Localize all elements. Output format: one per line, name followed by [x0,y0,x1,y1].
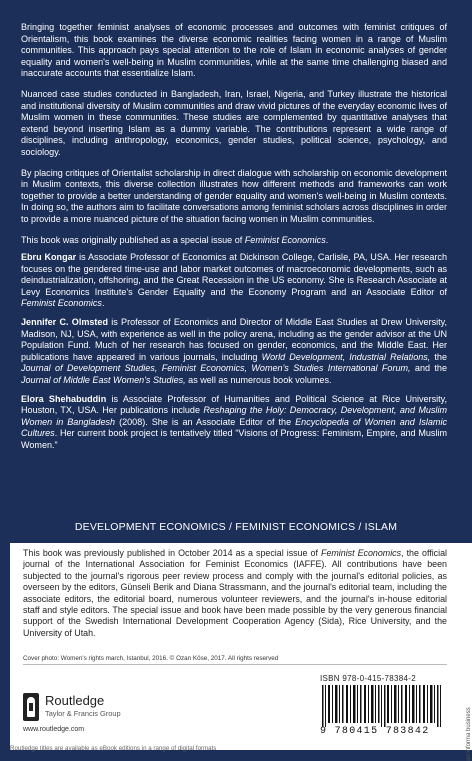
bio-italic: Encyclopedia of Women and Islamic Cultures [21,416,447,439]
author-name: Elora Shehabuddin [21,393,107,404]
informa-note: an informa business [466,707,472,761]
bio-text: (2008). She is an Associate Editor of the [115,416,296,427]
back-cover-text [21,22,447,459]
journal-title: Feminist Economics [321,548,402,558]
bio-end: as well as numerous book volumes. [185,375,332,386]
ebook-note: Routledge titles are available as eBook editions in a range of digital formats [10,745,217,752]
isbn-barcode [316,674,450,741]
publisher-name: Routledge [45,693,105,708]
special-issue-text: This book was originally published as a special issue of [21,234,245,245]
intro-paragraph-3: By placing critiques of Orientalist scholarship in direct dialogue with scholarship on economic development in Muslim contexts, this diverse collection illustrates how different methods and frameworks can work together to provide a better understanding of gender equality and women's well-being in Muslim contexts. In doing so, the authors aim to facilitate conversations among feminist scholars across disciplines in order to provide a more nuanced picture of the situation facing women in Muslim communities. [21,167,447,224]
bio-italic: Journal of Development Studies, Feminist Economics, Women's Studies International Forum, [21,363,411,374]
publication-text: This book was previously published in October 2014 as a special issue of [23,548,322,558]
publisher-group: Taylor & Francis Group [45,709,121,718]
bio-olmsted [21,317,447,387]
author-name: Ebru Kongar [21,252,77,263]
publisher-website: www.routledge.com [23,726,85,733]
informa-strip [462,543,472,761]
isbn-label: ISBN 978-0-415-78384-2 [320,674,416,683]
bio-italic: Journal of Middle East Women's Studies, [21,375,186,386]
special-issue-note [21,235,447,247]
bio-text: and the [410,363,447,374]
bio-text: is Professor of Economics and Director of Middle East Studies at Drew University, Madison, NJ, USA, with experience as well in the policy arena, including as the gender advisor at the UN Population Fund. Much of her research has focused on gender, economics, and the Middle East. Her publications have appeared in various journals, including [21,317,447,362]
isbn-digits: 9 780415 783842 [320,726,430,737]
journal-title: Feminist Economics [244,234,326,245]
bio-italic: World Development, Industrial Relations, [261,351,431,362]
subject-categories: DEVELOPMENT ECONOMICS / FEMINIST ECONOMICS / ISLAM [74,521,398,533]
bio-text: is Associate Professor of Economics at Dickinson College, Carlisle, PA, USA. Her research focuses on the gendered time-use and labor market outcomes of macroeconomic developments, such as deindustrialization, offshoring, and the Great Recession in the US economy. She is Research Associate at Levy Economics Institute's Gender Equality and the Economy Program and an Associate Editor of [21,252,447,297]
publication-text: , the official journal of the International Association for Feminist Economics (IAFFE). All contributions have been subjected to the journal's rigorous peer review process and comply with the journal's editorial policies, as overseen by the editors, Günseli Berik and Diana Strassmann, and the journal's editorial team, including the associate editors, the editorial board, numerous volunteer reviewers, and the journal's in-house editorial staff and style editors. The special issue and book have been made possible by the very generous financial support of the Swedish International Development Cooperation Agency (Sida), Rice University, and the University of Utah. [23,548,447,638]
barcode-icon [320,685,446,727]
routledge-icon [23,693,39,721]
bio-shehabuddin [21,394,447,452]
intro-paragraph-2: Nuanced case studies conducted in Bangladesh, Iran, Israel, Nigeria, and Turkey illustrate the historical and institutional diversity of Muslim communities and draw vivid pictures of the everyday economic lives of Muslim women in these communities. These studies are complemented by quantitative analyses that extend beyond inserting Islam as a dummy variable. The contributions represent a wide range of disciplines, including anthropology, economics, gender studies, political science, psychology, and sociology. [21,88,447,157]
bio-text: is Associate Professor of Humanities and Political Science at Rice University, Houston, TX, USA. Her publications include [21,393,447,416]
bio-end: . Her current book project is tentatively titled “Visions of Progress: Feminism, Empire, and Muslim Women.” [21,428,447,450]
author-name: Jennifer C. Olmsted [21,317,108,328]
bio-text: the [430,351,447,362]
divider [23,664,447,665]
bio-end: . [101,298,105,309]
bio-italic: Feminist Economics [21,298,102,309]
bio-kongar [21,252,447,310]
cover-credit: Cover photo: Women's rights march, Istanbul, 2016. © Ozan Köse, 2017. All rights reserved [23,655,279,662]
publisher-logo [23,693,193,738]
bio-italic: Reshaping the Holy: Democracy, Development, and Muslim Women in Bangladesh [21,405,447,427]
publication-note [23,548,447,639]
special-issue-end: . [325,234,329,245]
intro-paragraph-1: Bringing together feminist analyses of economic processes and outcomes with feminist critiques of Orientalism, this book examines the diverse economic realities facing women in a range of Muslim communities. This approach pays special attention to the role of Islam in economic analyses of gender equality and women's well-being in Muslim communities, while at the same time challenging biased and inaccurate accounts that essentialize Islam. [21,22,447,79]
publication-panel [10,543,462,750]
